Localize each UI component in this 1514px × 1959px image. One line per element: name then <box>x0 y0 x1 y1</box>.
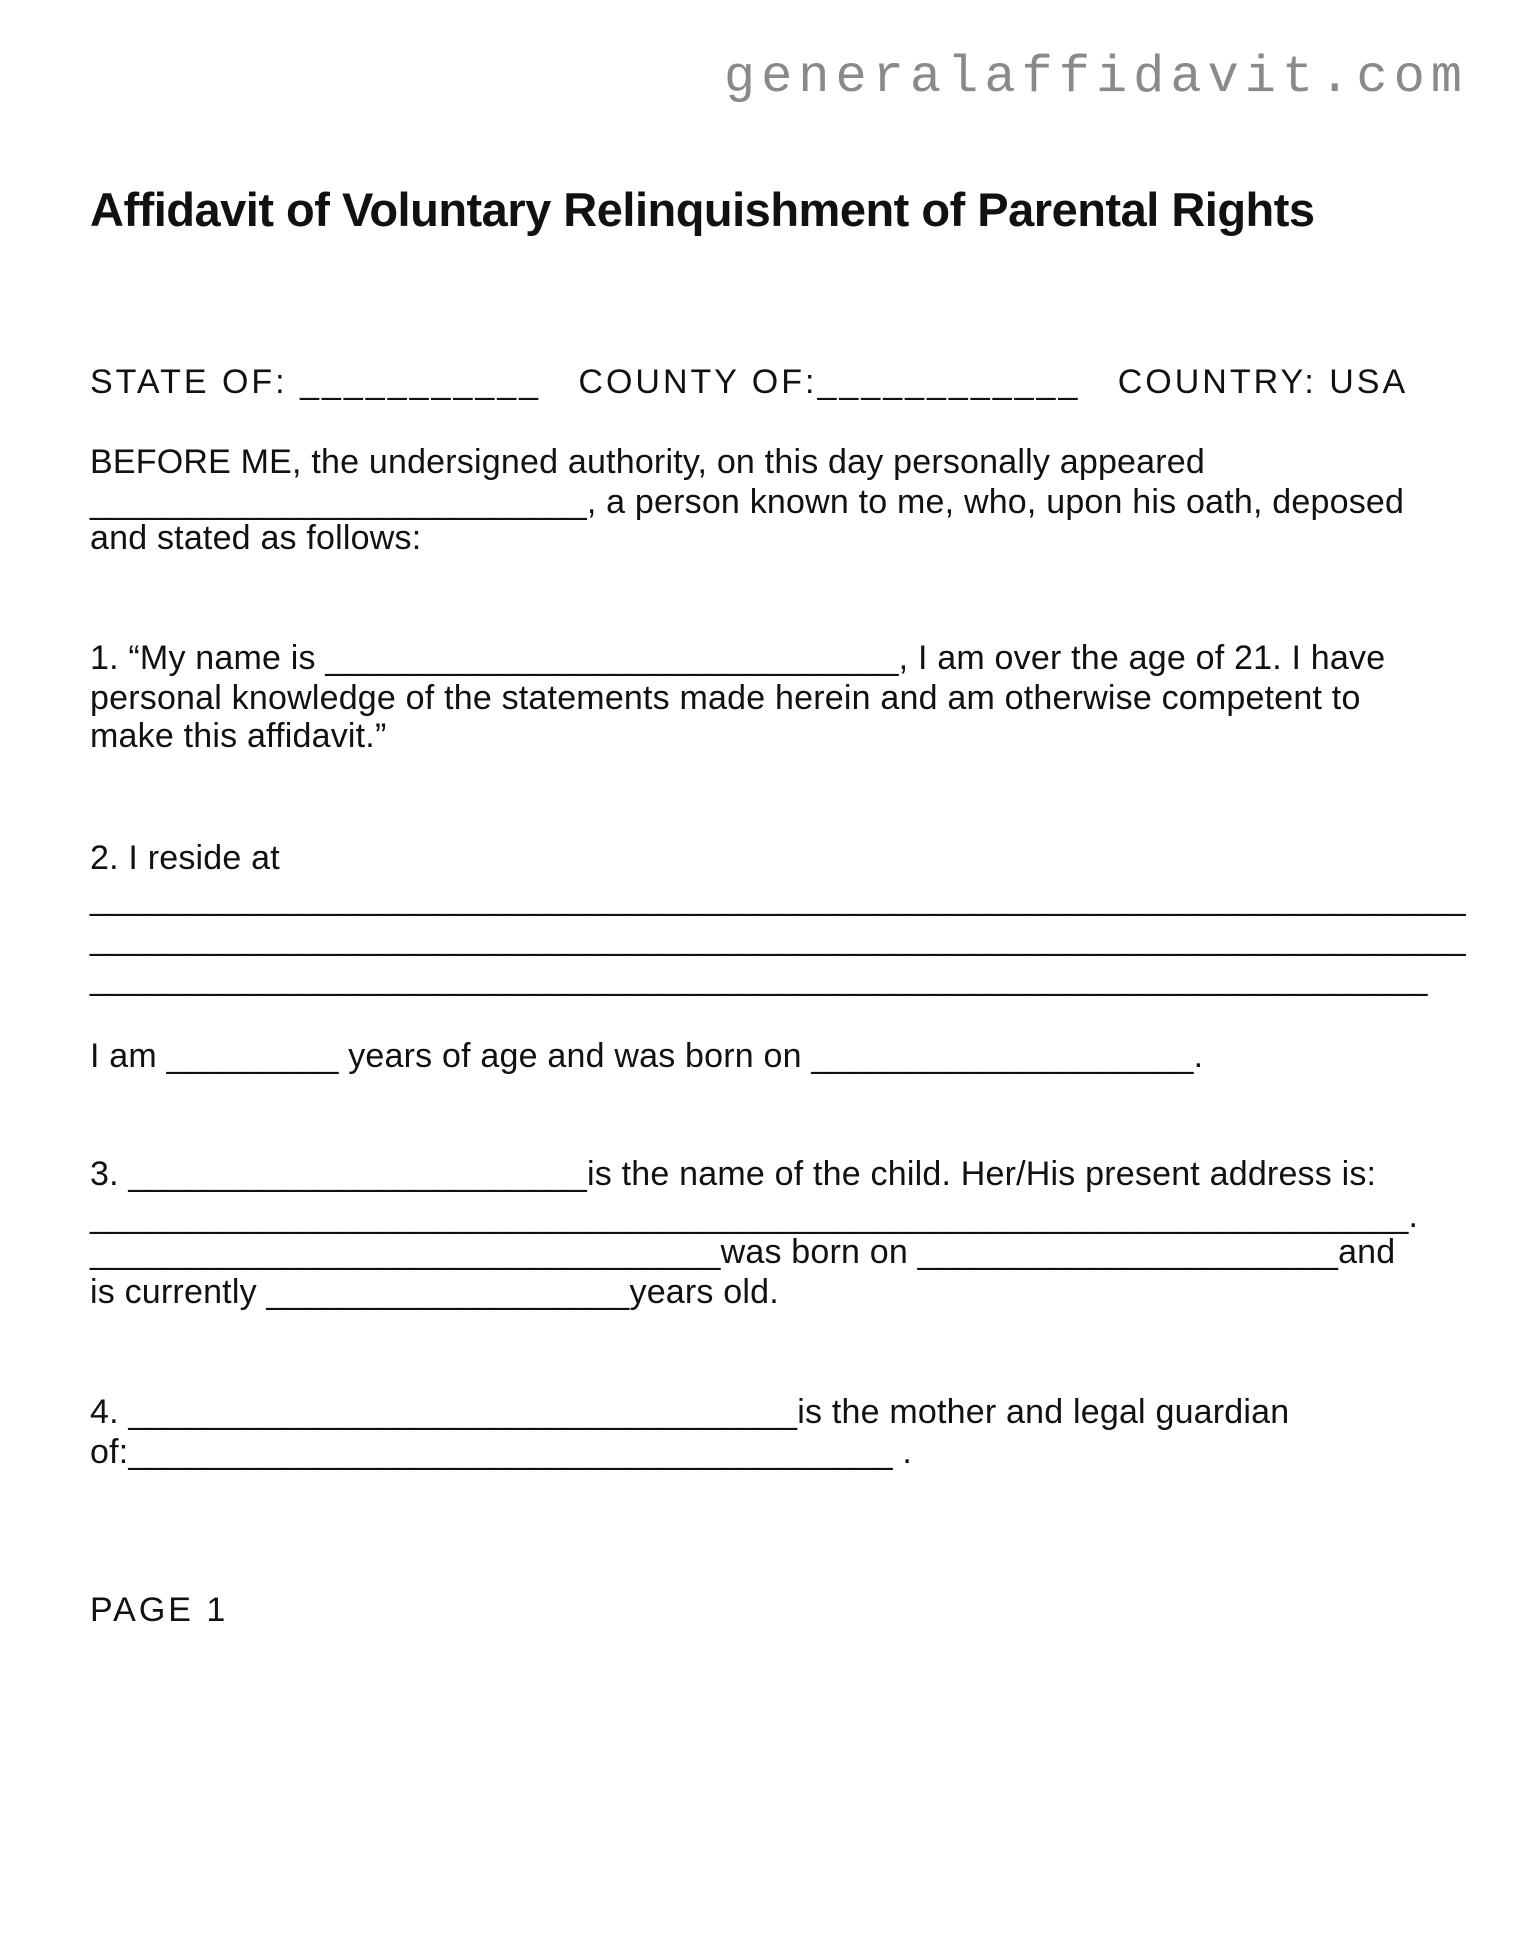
item-1-line-2: personal knowledge of the statements made herein and am otherwise competent to <box>90 679 1361 717</box>
item-2-address-blank-2: ________________________________________________________________________ <box>90 919 1466 957</box>
page-number: PAGE 1 <box>90 1591 229 1629</box>
item-4-line-2: of:________________________________________ . <box>90 1433 913 1471</box>
item-2-address-blank-3: ______________________________________________________________________ <box>90 959 1428 997</box>
item-1-line-1: 1. “My name is ______________________________, I am over the age of 21. I have <box>90 639 1386 677</box>
item-3-line-1: 3. ________________________is the name of the child. Her/His present address is: <box>90 1155 1377 1193</box>
before-me-line-1: BEFORE ME, the undersigned authority, on this day personally appeared <box>90 443 1206 481</box>
item-1-line-3: make this affidavit.” <box>90 717 387 755</box>
state-county-country-line: STATE OF: ___________ COUNTY OF:____________ COUNTRY: USA <box>90 363 1409 401</box>
item-4-line-1: 4. ___________________________________is the mother and legal guardian <box>90 1393 1290 1431</box>
item-3-line-3: _________________________________was born on ______________________and <box>90 1233 1396 1271</box>
item-3-line-4: is currently ___________________years old. <box>90 1273 779 1311</box>
document-title: Affidavit of Voluntary Relinquishment of Parental Rights <box>90 183 1315 236</box>
item-3-line-2: _____________________________________________________________________. <box>90 1197 1419 1235</box>
before-me-line-2: __________________________, a person known to me, who, upon his oath, deposed <box>90 483 1405 521</box>
item-2-line-1: 2. I reside at <box>90 839 280 877</box>
before-me-line-3: and stated as follows: <box>90 519 422 557</box>
age-birth-line: I am _________ years of age and was born on ____________________. <box>90 1037 1204 1075</box>
item-2-address-blank-1: ________________________________________________________________________ <box>90 879 1466 917</box>
watermark: generalaffidavit.com <box>723 48 1468 107</box>
